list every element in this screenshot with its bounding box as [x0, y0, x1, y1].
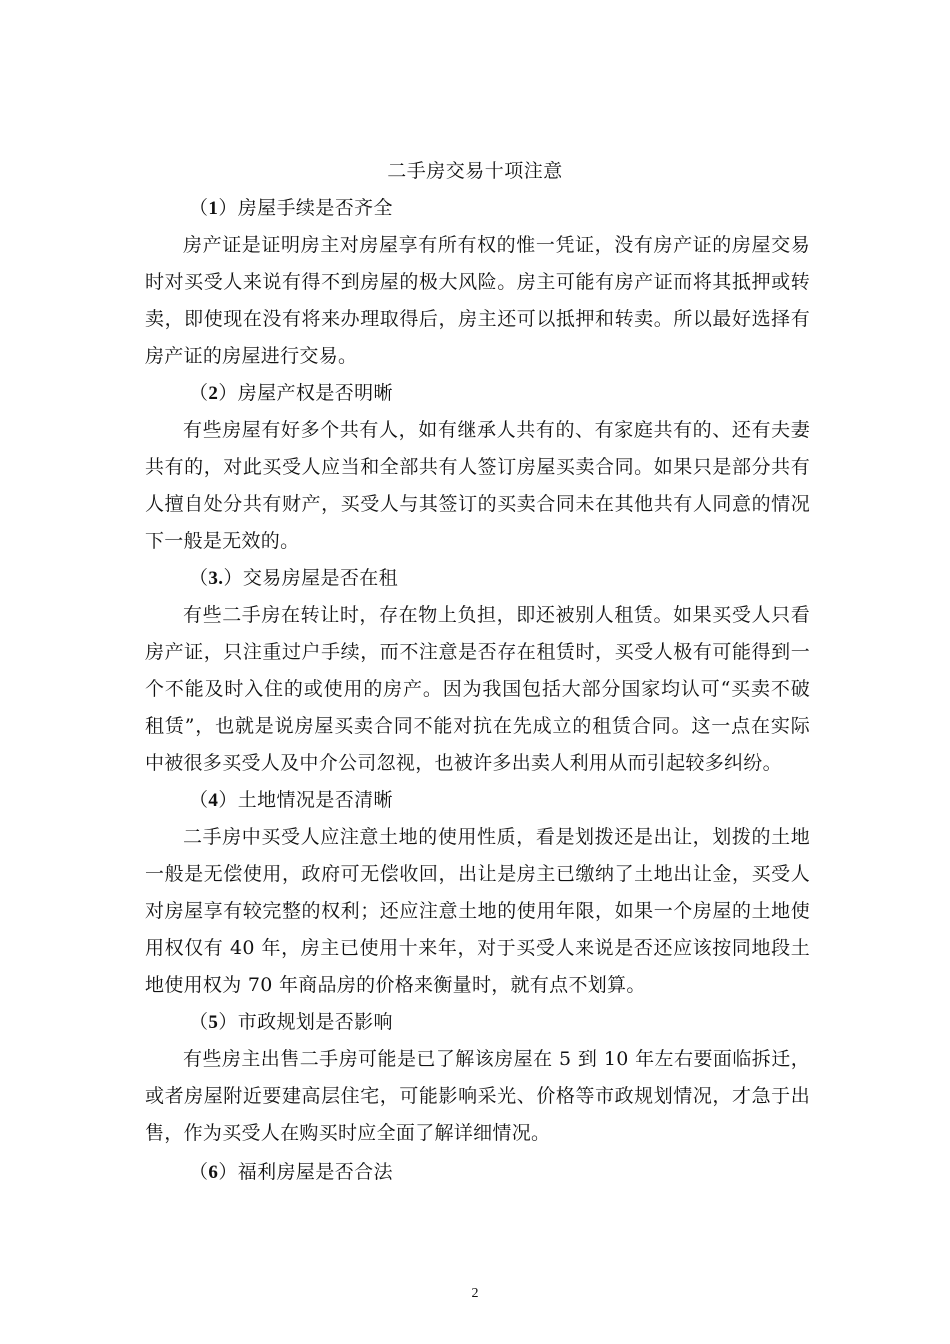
section-number: 6: [208, 1162, 219, 1183]
section-heading-text: ）房屋产权是否明晰: [218, 382, 393, 404]
heading-open-paren: （: [189, 1011, 209, 1033]
heading-open-paren: （: [189, 197, 209, 219]
page-number: 2: [471, 1286, 479, 1301]
section-heading-text: ）福利房屋是否合法: [218, 1161, 393, 1183]
section-heading-text: ）房屋手续是否齐全: [218, 197, 393, 219]
section-number: 3.: [208, 568, 224, 589]
section-paragraph-4: 二手房中买受人应注意土地的使用性质，看是划拨还是出让，划拨的土地一般是无偿使用，政府可无偿收回，出让是房主已缴纳了土地出让金，买受人对房屋享有较完整的权利；还应注意土地的使用年限，如果一个房屋的土地使用权仅有 40 年，房主已使用十来年，对于买受人来说是否还应该按同地段土地使用权为 70 年商品房的价格来衡量时，就有点不划算。: [145, 826, 810, 996]
section-number: 5: [208, 1012, 219, 1033]
section-paragraph-1: 房产证是证明房主对房屋享有所有权的惟一凭证，没有房产证的房屋交易时对买受人来说有得不到房屋的极大风险。房主可能有房产证而将其抵押或转卖，即使现在没有将来办理取得后，房主还可以抵押和转卖。所以最好选择有房产证的房屋进行交易。: [145, 234, 810, 367]
section-heading-text: ）交易房屋是否在租: [223, 567, 399, 589]
section-number: 1: [208, 198, 219, 219]
section-paragraph-3: 有些二手房在转让时，存在物上负担，即还被别人租赁。如果买受人只看房产证，只注重过户手续，而不注意是否存在租赁时，买受人极有可能得到一个不能及时入住的或使用的房产。因为我国包括大部分国家均认可“买卖不破租赁”，也就是说房屋买卖合同不能对抗在先成立的租赁合同。这一点在实际中被很多买受人及中介公司忽视，也被许多出卖人利用从而引起较多纠纷。: [145, 604, 810, 774]
section-number: 4: [208, 790, 219, 811]
document-body: [145, 190, 810, 1191]
page-title: 二手房交易十项注意: [387, 160, 563, 182]
section-number: 2: [208, 383, 219, 404]
heading-open-paren: （: [189, 789, 209, 811]
heading-open-paren: （: [189, 567, 209, 589]
section-heading-text: ）市政规划是否影响: [218, 1011, 393, 1033]
heading-open-paren: （: [189, 1161, 209, 1183]
section-heading-5: [189, 1004, 810, 1041]
section-heading-6: [189, 1154, 810, 1191]
section-heading-2: [189, 375, 810, 412]
section-paragraph-2: 有些房屋有好多个共有人，如有继承人共有的、有家庭共有的、还有夫妻共有的，对此买受人应当和全部共有人签订房屋买卖合同。如果只是部分共有人擅自处分共有财产，买受人与其签订的买卖合同未在其他共有人同意的情况下一般是无效的。: [145, 419, 810, 552]
section-paragraph-5: 有些房主出售二手房可能是已了解该房屋在 5 到 10 年左右要面临拆迁，或者房屋附近要建高层住宅，可能影响采光、价格等市政规划情况，才急于出售，作为买受人在购买时应全面了解详细情况。: [145, 1048, 810, 1144]
section-heading-3: [189, 560, 810, 597]
section-heading-text: ）土地情况是否清晰: [218, 789, 393, 811]
section-heading-1: [189, 190, 810, 227]
section-heading-4: [189, 782, 810, 819]
heading-open-paren: （: [189, 382, 209, 404]
